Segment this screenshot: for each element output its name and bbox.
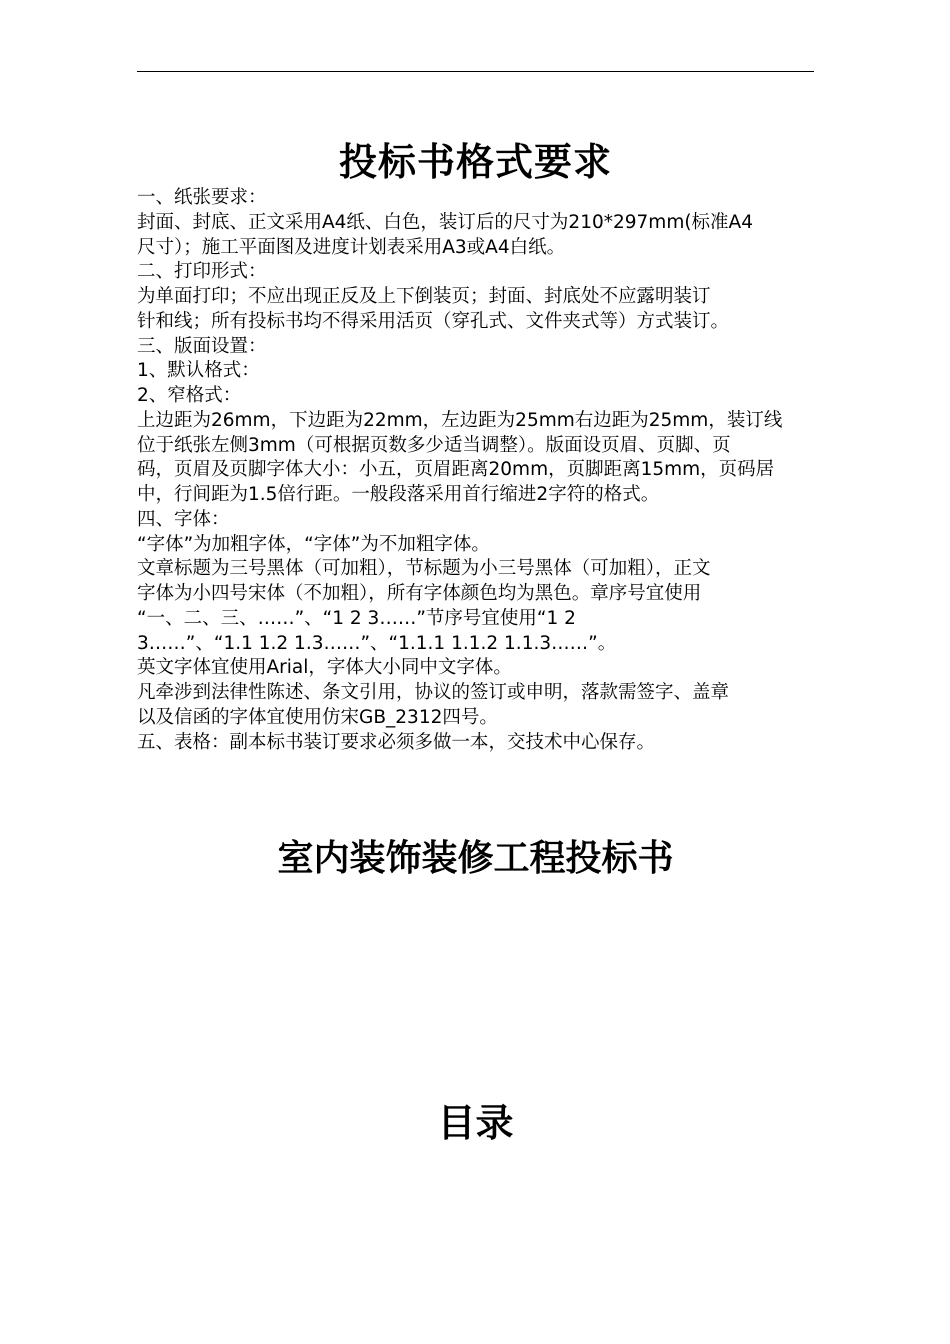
- section-heading-fonts: 四、字体：: [137, 508, 230, 530]
- body-line: 凡牵涉到法律性陈述、条文引用，协议的签订或申明，落款需签字、盖章: [137, 682, 730, 703]
- body-line: 位于纸张左侧3mm（可根据页数多少适当调整）。版面设页眉、页脚、页: [137, 434, 731, 456]
- body-line: 码，页眉及页脚字体大小：小五，页眉距离20mm，页脚距离15mm，页码居: [137, 459, 775, 481]
- section-heading-tables: 五、表格：副本标书装订要求必须多做一本，交技术中心保存。: [137, 731, 656, 753]
- section-heading-layout: 三、版面设置：: [137, 335, 267, 357]
- body-line: 上边距为26mm，下边距为22mm，左边距为25mm右边距为25mm，装订线: [137, 409, 783, 431]
- body-line: 字体为小四号宋体（不加粗），所有字体颜色均为黑色。章序号宜使用: [137, 583, 702, 604]
- body-line: 3……”、“1.1 1.2 1.3……”、“1.1.1 1.1.2 1.1.3……”。: [137, 632, 617, 654]
- section-heading-printing: 二、打印形式：: [137, 261, 267, 283]
- body-line: 针和线；所有投标书均不得采用活页（穿孔式、文件夹式等）方式装订。: [137, 310, 730, 332]
- table-of-contents-title: 目录: [437, 1101, 514, 1145]
- subheading-default-format: 1、默认格式：: [137, 360, 260, 382]
- body-line: “字体”为加粗字体，“字体”为不加粗字体。: [137, 533, 490, 555]
- body-line: 文章标题为三号黑体（可加粗），节标题为小三号黑体（可加粗），正文: [137, 558, 711, 580]
- body-line: 封面、封底、正文采用A4纸、白色，装订后的尺寸为210*297mm(标准A4: [137, 211, 753, 233]
- format-requirements-body: [137, 186, 822, 755]
- body-line: 为单面打印；不应出现正反及上下倒装页；封面、封底处不应露明装订: [137, 286, 711, 307]
- section-heading-paper: 一、纸张要求：: [137, 187, 267, 208]
- body-line: 尺寸）；施工平面图及进度计划表采用A3或A4白纸。: [137, 236, 566, 258]
- subheading-narrow-format: 2、窄格式：: [137, 385, 242, 406]
- top-horizontal-rule: [137, 71, 814, 72]
- body-line: 中，行间距为1.5倍行距。一般段落采用首行缩进2字符的格式。: [137, 484, 660, 505]
- body-line: “一、二、三、……”、“1 2 3……”节序号宜使用“1 2: [137, 607, 576, 629]
- body-line: 英文字体宜使用Arial，字体大小同中文字体。: [137, 657, 512, 679]
- document-title: 投标书格式要求: [338, 140, 612, 184]
- body-line: 以及信函的字体宜使用仿宋GB_2312四号。: [137, 706, 498, 728]
- cover-title: 室内装饰装修工程投标书: [277, 838, 674, 879]
